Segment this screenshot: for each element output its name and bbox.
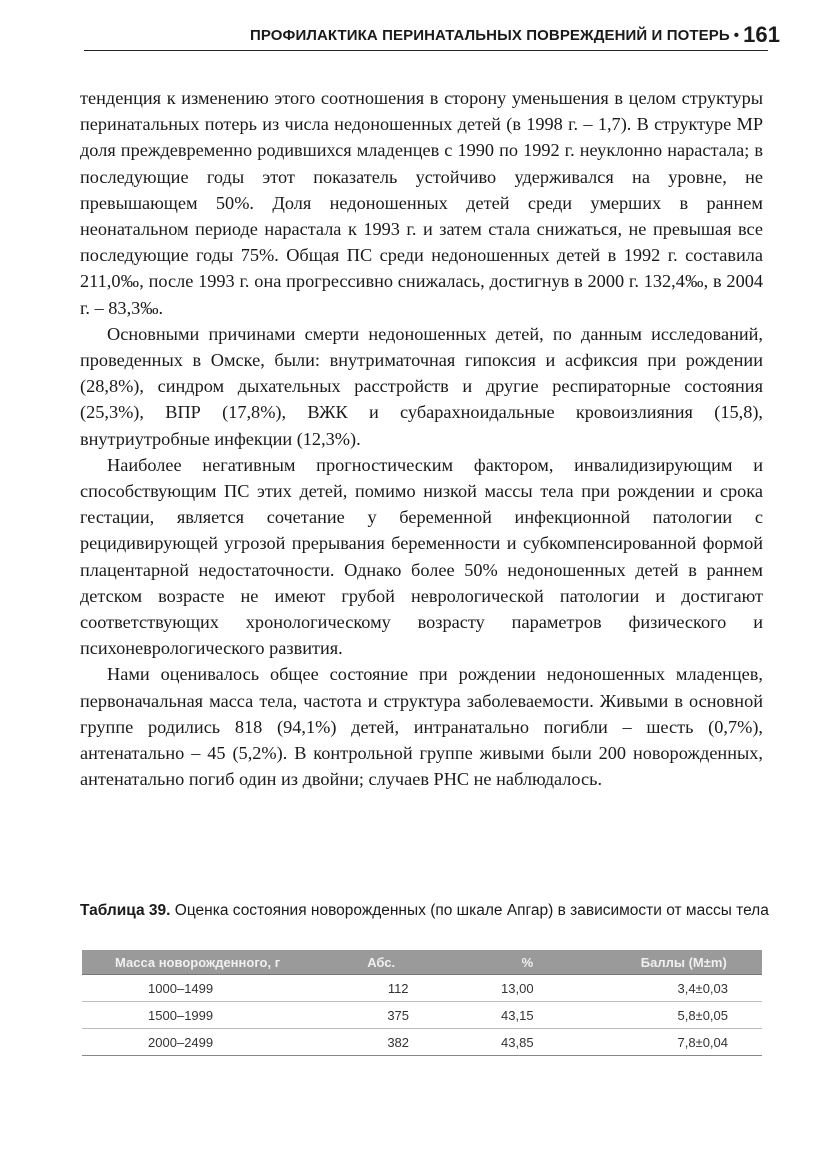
paragraph-2: Основными причинами смерти недоношенных детей, по данным исследований, проведенных в Омске, были: внутриматочная гипоксия и асфиксия при рождении (28,8%), синдром дыхательных расстройств и другие респираторные состояния (25,3%), ВПР (17,8%), ВЖК и субарахноидальные кровоизлияния (15,8), внутриутробные инфекции (12,3%). <box>80 323 763 449</box>
column-header-abs: Абс. <box>313 950 449 975</box>
table-caption-text: Оценка состояния новорожденных (по шкале Апгар) в зависимости от массы тела <box>170 902 769 919</box>
table-caption <box>80 900 770 922</box>
running-header <box>250 22 781 48</box>
cell-percent: 43,15 <box>449 1002 605 1029</box>
table-caption-label: Таблица 39. <box>80 902 171 919</box>
body-text <box>80 85 763 792</box>
cell-abs: 375 <box>313 1002 449 1029</box>
cell-score: 7,8±0,04 <box>606 1029 762 1056</box>
header-rule <box>84 50 768 51</box>
cell-abs: 382 <box>313 1029 449 1056</box>
table-row <box>82 1002 762 1029</box>
column-header-percent: % <box>449 950 605 975</box>
cell-mass: 1500–1999 <box>82 1002 313 1029</box>
apgar-table <box>82 950 762 1056</box>
paragraph-3: Наиболее негативным прогностическим фактором, инвалидизирующим и способствующим ПС этих детей, помимо низкой массы тела при рождении и срока гестации, является сочетание у беременной инфекционной патологии с рецидивирующей угрозой прерывания беременности и субкомпенсированной формой плацентарной недостаточности. Однако более 50% недоношенных детей в раннем детском возрасте не имеют грубой неврологической патологии и достигают соответствующих хронологическому возрасту параметров физического и психоневрологического развития. <box>80 454 763 659</box>
header-separator: • <box>733 27 740 44</box>
running-title: ПРОФИЛАКТИКА ПЕРИНАТАЛЬНЫХ ПОВРЕЖДЕНИЙ И ПОТЕРЬ <box>250 27 730 44</box>
paragraph-1: тенденция к изменению этого соотношения в сторону уменьшения в целом структуры перинатальных потерь из числа недоношенных детей (в 1998 г. – 1,7). В структуре МР доля преждевременно родившихся младенцев с 1990 по 1992 г. неуклонно нарастала; в последующие годы этот показатель устойчиво удерживался на уровне, не превышающем 50%. Доля недоношенных детей среди умерших в раннем неонатальном периоде нарастала к 1993 г. и затем стала снижаться, не превышая все последующие годы 75%. Общая ПС среди недоношенных детей в 1992 г. составила 211,0‰, после 1993 г. она прогрессивно снижалась, достигнув в 2000 г. 132,4‰, в 2004 г. – 83,3‰. <box>80 88 763 318</box>
table-39 <box>82 950 762 1056</box>
cell-percent: 13,00 <box>449 975 605 1002</box>
cell-score: 3,4±0,03 <box>606 975 762 1002</box>
column-header-score: Баллы (M±m) <box>606 950 762 975</box>
table-header-row <box>82 950 762 975</box>
cell-abs: 112 <box>313 975 449 1002</box>
cell-mass: 1000–1499 <box>82 975 313 1002</box>
column-header-mass: Масса новорожденного, г <box>82 950 313 975</box>
cell-score: 5,8±0,05 <box>606 1002 762 1029</box>
page-number: 161 <box>743 22 781 47</box>
cell-mass: 2000–2499 <box>82 1029 313 1056</box>
paragraph-4: Нами оценивалось общее состояние при рождении недоношенных младенцев, первоначальная масса тела, частота и структура заболеваемости. Живыми в основной группе родились 818 (94,1%) детей, интранатально погибли – шесть (0,7%), антенатально – 45 (5,2%). В контрольной группе живыми были 200 новорожденных, антенатально погиб один из двойни; случаев РНС не наблюдалось. <box>80 664 763 790</box>
cell-percent: 43,85 <box>449 1029 605 1056</box>
table-row <box>82 975 762 1002</box>
table-row <box>82 1029 762 1056</box>
